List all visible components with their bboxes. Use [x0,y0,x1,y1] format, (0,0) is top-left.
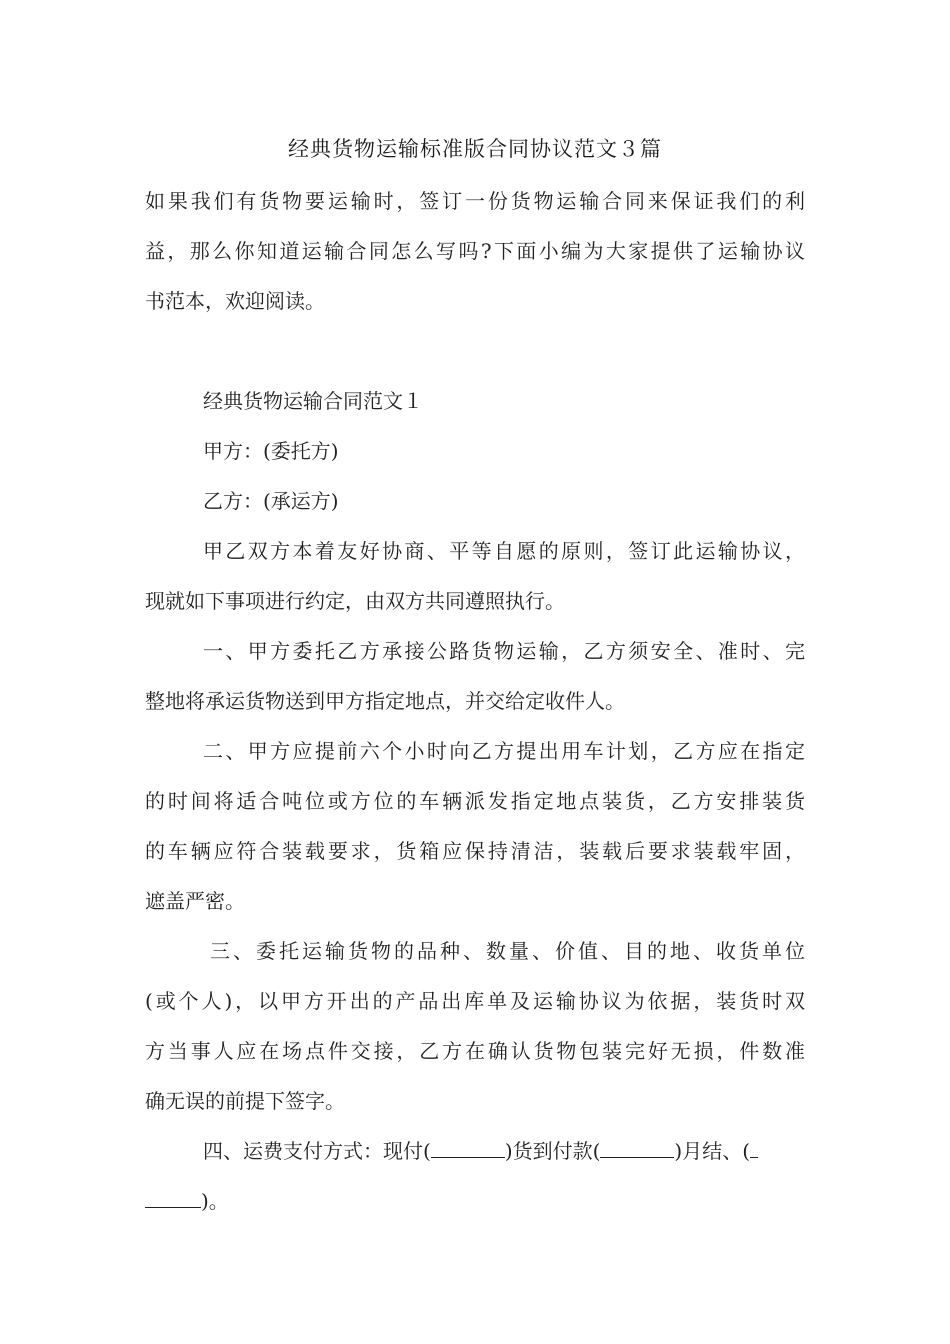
clause-2-line-1: 二、甲方应提前六个小时向乙方提出用车计划，乙方应在指定 [203,739,805,763]
preamble-line-1: 甲乙双方本着友好协商、平等自愿的原则，签订此运输协议， [203,539,805,563]
clause-4-mid-1: )货到付款( [504,1139,601,1163]
cod-payment-blank [600,1137,674,1158]
clause-3-line-3: 方当事人应在场点件交接，乙方在确认货物包装完好无损，件数准 [145,1039,805,1063]
clause-1-line-2: 整地将承运货物送到甲方指定地点，并交给定收件人。 [145,689,625,713]
intro-line-3: 书范本，欢迎阅读。 [145,289,325,313]
clause-4-line-1 [203,1136,805,1166]
section-heading: 经典货物运输合同范文１ [203,389,423,413]
party-a: 甲方：(委托方) [203,439,339,463]
intro-line-2: 益，那么你知道运输合同怎么写吗?下面小编为大家提供了运输协议 [145,239,805,263]
clause-3-line-1: 三、委托运输货物的品种、数量、价值、目的地、收货单位 [210,939,805,963]
preamble-line-2: 现就如下事项进行约定，由双方共同遵照执行。 [145,589,565,613]
clause-2-line-2: 的时间将适合吨位或方位的车辆派发指定地点装货，乙方安排装货 [145,789,805,813]
clause-2-line-3: 的车辆应符合装载要求，货箱应保持清洁，装载后要求装载牢固， [145,839,805,863]
clause-4-prefix: 四、运费支付方式：现付( [203,1139,431,1163]
intro-line-1: 如果我们有货物要运输时，签订一份货物运输合同来保证我们的利 [145,189,805,213]
clause-2-line-4: 遮盖严密。 [145,889,245,913]
cash-payment-blank [431,1137,505,1158]
document-title: 经典货物运输标准版合同协议范文３篇 [288,137,662,161]
clause-4-line-2 [145,1186,805,1216]
other-payment-blank-end [145,1187,201,1208]
clause-1-line-1: 一、甲方委托乙方承接公路货物运输，乙方须安全、准时、完 [203,639,805,663]
party-b: 乙方：(承运方) [203,489,339,513]
clause-3-line-2: (或个人)，以甲方开出的产品出库单及运输协议为依据，装货时双 [145,989,805,1013]
clause-4-mid-2: )月结、( [674,1139,751,1163]
clause-4-suffix: )。 [201,1189,229,1213]
clause-3-line-4: 确无误的前提下签字。 [145,1089,345,1113]
other-payment-blank-start [750,1137,758,1158]
